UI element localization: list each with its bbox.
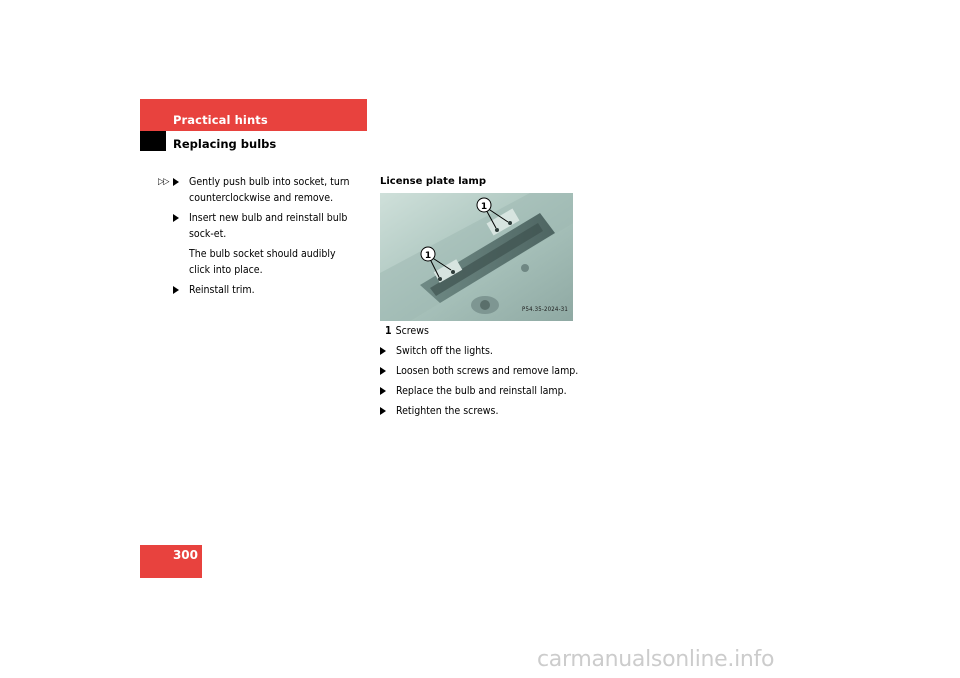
right-column [380,174,580,423]
step-item [173,282,358,298]
section-title: Practical hints [173,113,268,127]
caption-text: Screws [395,325,429,337]
photo-reference-code: P54.35-2024-31 [521,306,568,313]
step-bullet-icon [380,407,386,415]
step-text: Replace the bulb and reinstall lamp. [396,385,567,397]
step-item [380,403,580,419]
step-text: Gently push bulb into socket, turn counterclockwise and remove. [189,176,350,204]
step-bullet-icon [380,387,386,395]
left-column [173,174,358,302]
step-item [380,363,580,379]
step-bullet-icon [173,178,179,186]
step-item [173,210,358,242]
step-item [380,343,580,359]
license-plate-lamp-photo [380,193,573,321]
step-text: Loosen both screws and remove lamp. [396,365,579,377]
step-note: The bulb socket should audibly click into place. [189,248,336,276]
step-text: Reinstall trim. [189,284,255,296]
step-bullet-icon [173,286,179,294]
step-item [380,383,580,399]
subsection-title: Replacing bulbs [173,137,277,151]
step-text: Retighten the screws. [396,405,499,417]
step-bullet-icon [380,367,386,375]
callout-label: 1 [424,251,432,261]
watermark: carmanualsonline.info [537,647,775,672]
continuation-marker-icon: ▷▷ [158,177,169,187]
figure-caption [385,323,580,339]
license-plate-lamp-heading: License plate lamp [380,176,486,187]
page-number: 300 [172,548,198,562]
caption-number: 1 [385,325,392,337]
callout-label: 1 [480,202,488,212]
step-bullet-icon [380,347,386,355]
step-item [173,174,358,206]
step-bullet-icon [173,214,179,222]
header-tab-marker [140,131,166,151]
step-text: Insert new bulb and reinstall bulb sock-et. [189,212,348,240]
step-text: Switch off the lights. [396,345,493,357]
